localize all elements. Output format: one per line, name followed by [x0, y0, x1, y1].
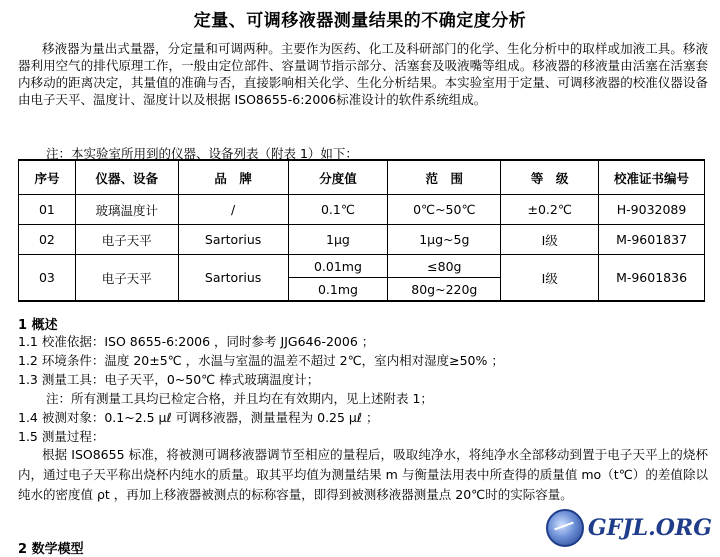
table-cell: 0.1℃	[288, 195, 388, 225]
table-cell: Ⅰ级	[501, 255, 599, 302]
header-cell: 仪器、设备	[75, 160, 178, 195]
table-cell: 电子天平	[75, 255, 178, 302]
procedure-paragraph: 根据 ISO8655 标准，将被测可调移液器调节至相应的量程后，吸取纯净水，将纯净水全部移动到置于电子天平上的烧杯内，通过电子天平称出烧杯内纯水的质量。取其平均值为测量结果 m 与衡量法用表中所查得的质量值 mo（t℃）的差值除以纯水的密度值 ρt ，再加上移液器被测点的标称容量，即得到被测移液器测量点 20℃时的实际容量。	[18, 447, 708, 502]
table-cell: Ⅰ级	[501, 225, 599, 255]
header-cell: 品 牌	[178, 160, 288, 195]
table-cell: 电子天平	[75, 225, 178, 255]
table-cell: 02	[19, 225, 76, 255]
table-cell: 1μg	[288, 225, 388, 255]
overview-line: 1.4 被测对象：0.1~2.5 μℓ 可调移液器，测量量程为 0.25 μℓ ；	[18, 410, 379, 425]
table-header-row	[19, 160, 705, 195]
header-cell: 等 级	[501, 160, 599, 195]
table-row	[19, 255, 705, 278]
globe-logo-icon	[546, 509, 584, 547]
table-cell: 1μg~5g	[388, 225, 501, 255]
header-cell: 分度值	[288, 160, 388, 195]
table-note: 注：本实验室所用到的仪器、设备列表（附表 1）如下：	[46, 146, 358, 161]
table-cell: 80g~220g	[388, 278, 501, 302]
section-heading: 1 概述	[18, 318, 58, 333]
table-cell: H-9032089	[599, 195, 705, 225]
table-cell: Sartorius	[178, 255, 288, 302]
table-cell: ±0.2℃	[501, 195, 599, 225]
table-cell: M-9601837	[599, 225, 705, 255]
overview-note: 注：所有测量工具均已检定合格，并且均在有效期内，见上述附表 1；	[46, 391, 433, 406]
table-cell: 玻璃温度计	[75, 195, 178, 225]
document-title: 定量、可调移液器测量结果的不确定度分析	[193, 11, 527, 31]
overview-line: 1.2 环境条件：温度 20±5℃ ，水温与室温的温差不超过 2℃，室内相对湿度≥50% ；	[18, 353, 504, 368]
overview-line: 1.5 测量过程：	[18, 429, 105, 444]
table-cell: 01	[19, 195, 76, 225]
watermark	[546, 509, 712, 547]
header-cell: 校准证书编号	[599, 160, 705, 195]
table-cell: 0.1mg	[288, 278, 388, 302]
table-cell: 03	[19, 255, 76, 302]
table-cell: /	[178, 195, 288, 225]
overview-line: 1.1 校准依据：ISO 8655-6:2006 ，同时参考 JJG646-2006 ；	[18, 334, 375, 349]
header-cell: 序号	[19, 160, 76, 195]
table-row	[19, 225, 705, 255]
header-cell: 范 围	[388, 160, 501, 195]
table-cell: Sartorius	[178, 225, 288, 255]
watermark-text: GFJL.ORG	[587, 515, 712, 541]
overview-line: 1.3 测量工具：电子天平，0~50℃ 棒式玻璃温度计；	[18, 372, 320, 387]
table-row	[19, 195, 705, 225]
section-heading: 2 数学模型	[18, 542, 84, 557]
table-cell: ≤80g	[388, 255, 501, 278]
intro-paragraph: 移液器为量出式量器，分定量和可调两种。主要作为医药、化工及科研部门的化学、生化分析中的取样或加液工具。移液器利用空气的排代原理工作，一般由定位部件、容量调节指示部分、活塞套及吸液嘴等组成。移液器的移液量由活塞在活塞套内移动的距离决定，其量值的准确与否，直接影响相关化学、生化分析结果。本实验室用于定量、可调移液器的校准仪器设备由电子天平、温度计、湿度计以及根据 ISO8655-6:2006标准设计的软件系统组成。	[18, 41, 708, 107]
table-cell: 0℃~50℃	[388, 195, 501, 225]
equipment-table	[18, 159, 705, 302]
table-cell: M-9601836	[599, 255, 705, 302]
table-cell: 0.01mg	[288, 255, 388, 278]
